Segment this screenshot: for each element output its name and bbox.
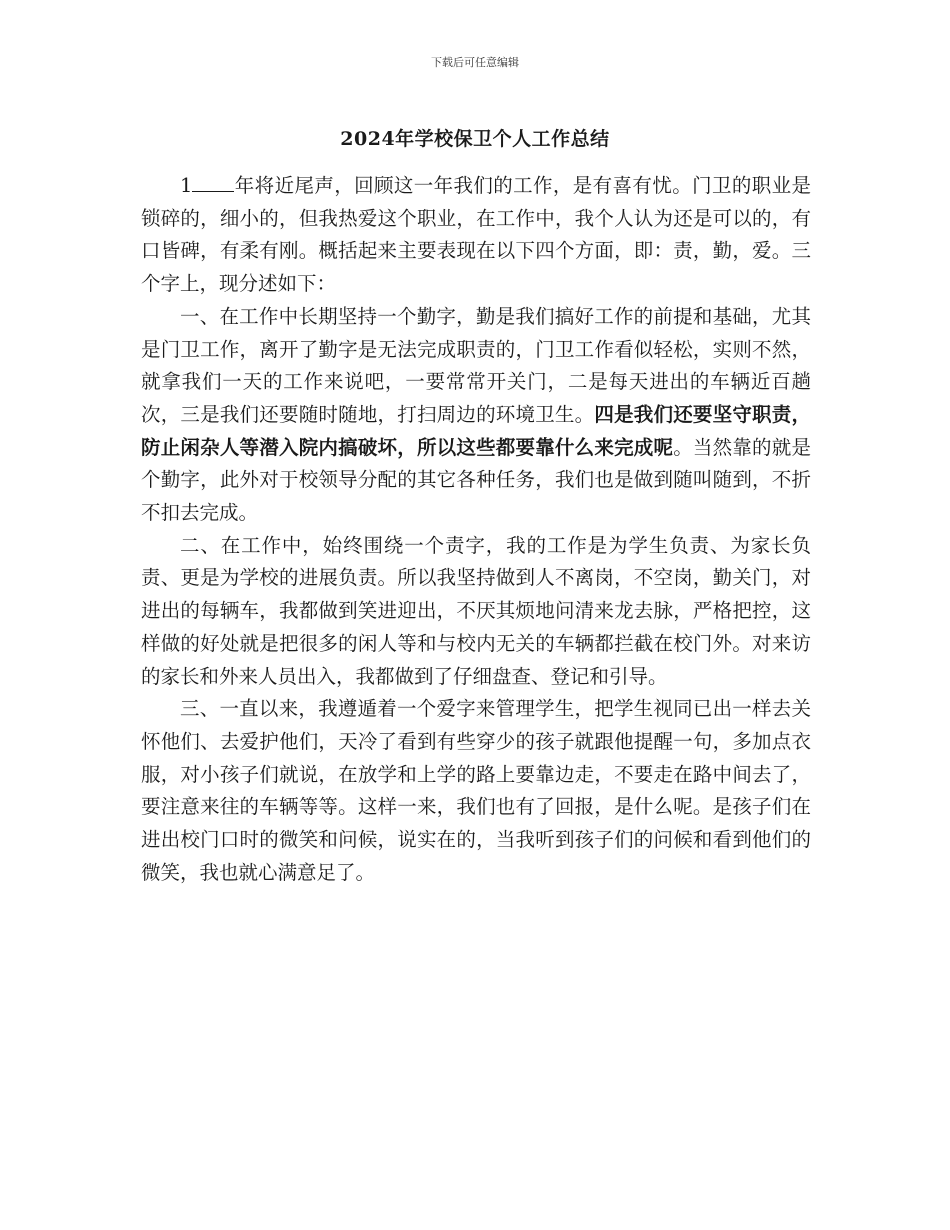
- fill-blank: [192, 173, 234, 192]
- header-note: 下载后可任意编辑: [431, 56, 519, 69]
- diligence-bold-text: 四是我们还要坚守职责，防止闲杂人等潜入院内搞破坏，所以这些都要靠什么来完成呢: [141, 402, 811, 459]
- paragraph-intro: [141, 170, 811, 301]
- paragraph-diligence: [141, 301, 811, 530]
- paragraph-love: 三、一直以来，我遵遁着一个爱字来管理学生，把学生视同已出一样去关怀他们、去爱护他们，天冷了看到有些穿少的孩子就跟他提醒一句，多加点衣服，对小孩子们就说，在放学和上学的路上要靠边走，不要走在路中间去了，要注意来往的车辆等等。这样一来，我们也有了回报，是什么呢。是孩子们在进出校门口时的微笑和问候，说实在的，当我听到孩子们的问候和看到他们的微笑，我也就心满意足了。: [141, 697, 811, 884]
- diligence-text-end: 。当然靠的就是个勤字，此外对于校领导分配的其它各种任务，我们也是做到随叫随到，不折不扣去完成。: [141, 435, 811, 525]
- diligence-text: 一、在工作中长期坚持一个勤字，勤是我们搞好工作的前提和基础，尤其是门卫工作，离开了勤字是无法完成职责的，门卫工作看似轻松，实则不然，就拿我们一天的工作来说吧，一要常常开关门，二是每天进出的车辆近百趟次，三是我们还要随时随地，打扫周边的环境卫生。: [141, 304, 811, 426]
- document-title: 2024年学校保卫个人工作总结: [340, 128, 610, 150]
- document-body: [141, 170, 811, 889]
- intro-text: 年将近尾声，回顾这一年我们的工作，是有喜有忧。门卫的职业是锁碎的，细小的，但我热爱这个职业，在工作中，我个人认为还是可以的，有口皆碑，有柔有刚。概括起来主要表现在以下四个方面，即：责，勤，爱。三个字上，现分述如下：: [141, 174, 811, 296]
- paragraph-responsibility: 二、在工作中，始终围绕一个责字，我的工作是为学生负责、为家长负责、更是为学校的进展负责。所以我坚持做到人不离岗，不空岗，勤关门，对进出的每辆车，我都做到笑进迎出，不厌其烦地问清来龙去脉，严格把控，这样做的好处就是把很多的闲人等和与校内无关的车辆都拦截在校门外。对来访的家长和外来人员出入，我都做到了仔细盘查、登记和引导。: [141, 533, 811, 688]
- intro-lead: 1: [180, 174, 193, 197]
